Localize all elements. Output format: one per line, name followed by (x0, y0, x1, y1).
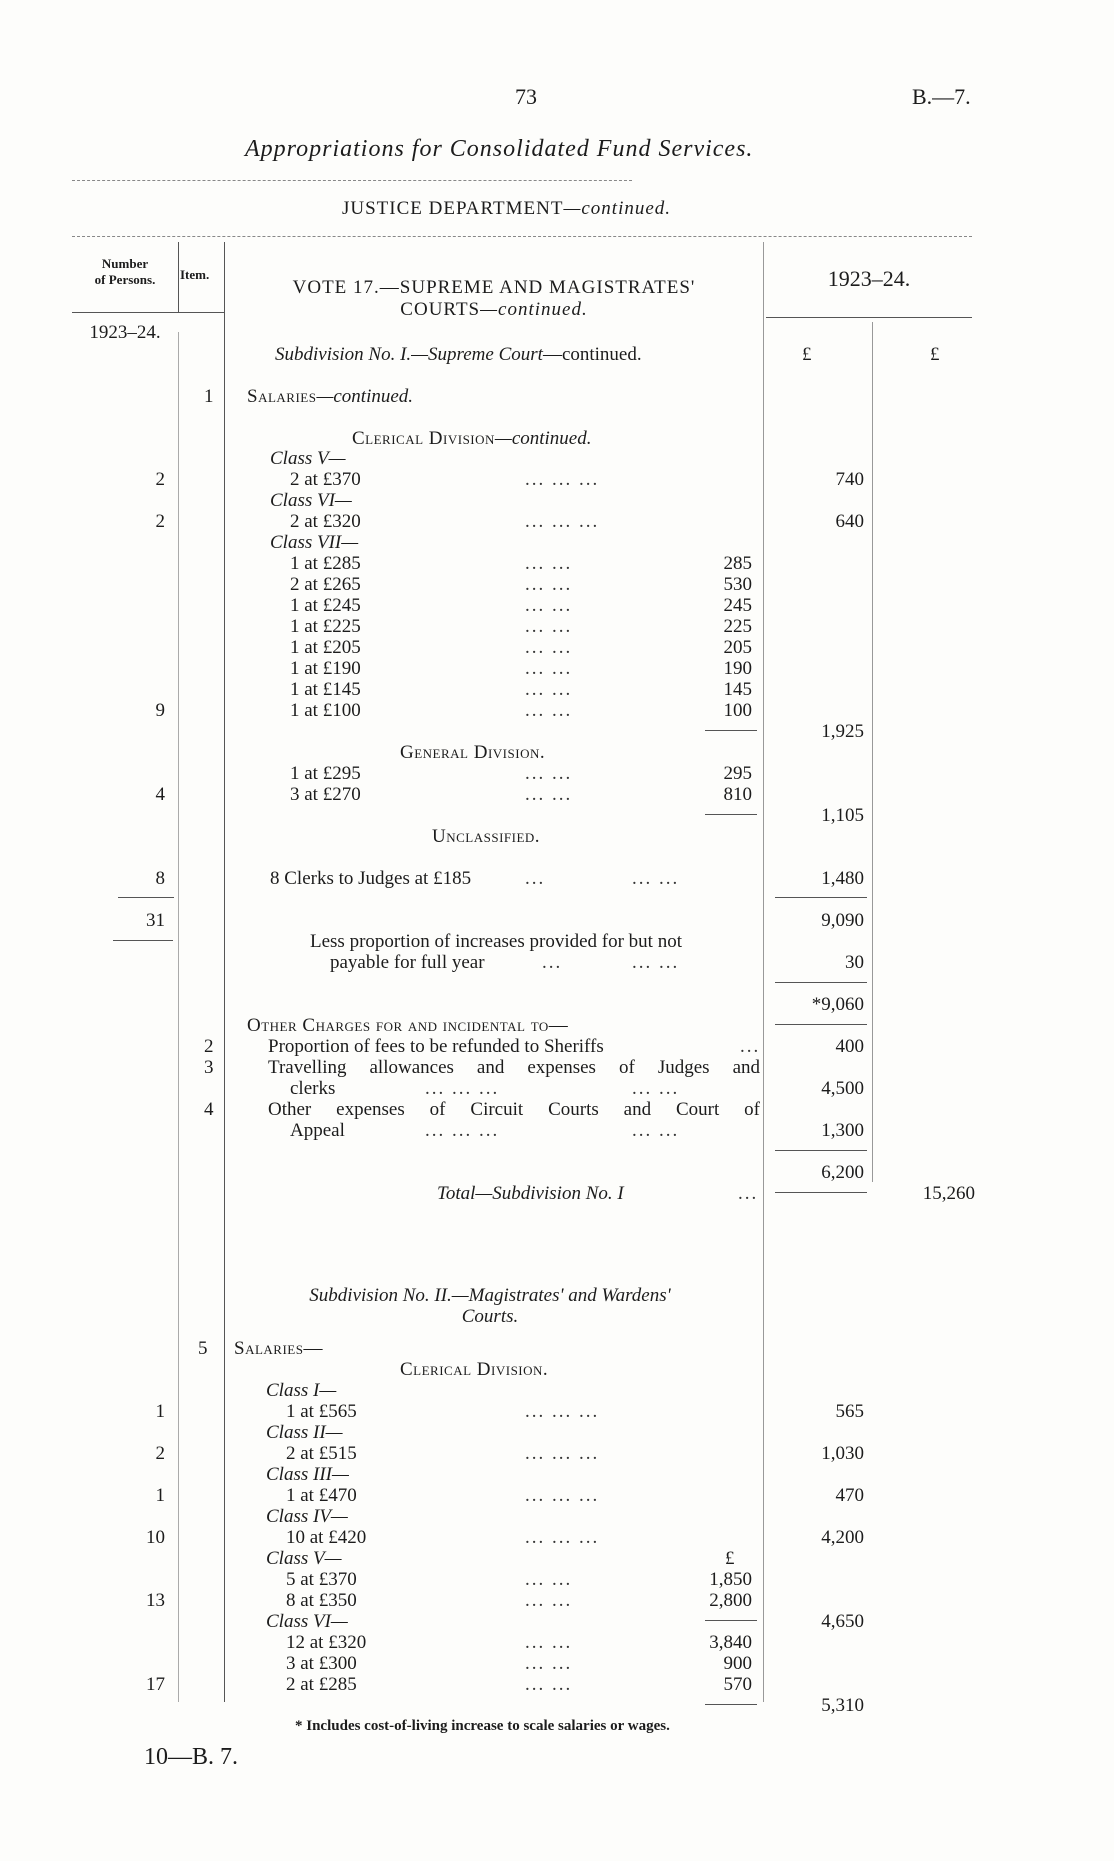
amount: 470 (835, 1485, 864, 1506)
amount: 245 (723, 595, 752, 616)
salary-line: 2 at £515 (286, 1443, 357, 1464)
class-label: Class IV— (266, 1506, 348, 1527)
footnote: * Includes cost-of-living increase to scale salaries or wages. (295, 1718, 670, 1734)
amount: 1,850 (709, 1569, 752, 1590)
rule (224, 242, 225, 1702)
salaries-heading: Salaries—continued. (247, 386, 414, 407)
item-number: 1 (204, 386, 214, 407)
subdivision-1-heading: Subdivision No. I.—Supreme Court—continued. (275, 344, 642, 365)
leader-dots: ... ... (525, 616, 573, 637)
leader-dots: ... ... (525, 1632, 573, 1653)
leader-dots: ... ... (525, 763, 573, 784)
class-label: Class V— (270, 448, 346, 469)
year-header: 1923–24. (827, 266, 911, 291)
pound-col-2: £ (930, 344, 940, 365)
less-proportion-text: Less proportion of increases provided for but not (310, 931, 682, 952)
rule (763, 242, 764, 1702)
salary-line: 8 at £350 (286, 1590, 357, 1611)
salary-line: 2 at £265 (290, 574, 361, 595)
persons-year: 1923–24. (89, 322, 161, 343)
charge-description: Appeal (290, 1120, 345, 1141)
leader-dots: ... ... ... (525, 511, 600, 532)
leader-dots: ... ... ... (525, 1527, 600, 1548)
amount: 285 (723, 553, 752, 574)
leader-dots: ... ... (525, 1674, 573, 1695)
amount: 810 (723, 784, 752, 805)
general-division-heading: General Division. (400, 742, 546, 763)
amount: 1,105 (821, 805, 864, 826)
leader-dots: ... ... ... (525, 1401, 600, 1422)
amount: 400 (835, 1036, 864, 1057)
amount: *9,060 (811, 994, 864, 1015)
charge-description: Proportion of fees to be refunded to Sheriffs (268, 1036, 604, 1057)
item-number: 2 (204, 1036, 214, 1057)
salaries-heading: Salaries— (234, 1338, 323, 1359)
salary-line: 1 at £100 (290, 700, 361, 721)
rule (775, 1192, 867, 1193)
rule (775, 982, 867, 983)
salary-line: 1 at £245 (290, 595, 361, 616)
rule (113, 940, 173, 941)
rule (705, 814, 757, 815)
salary-line: 1 at £190 (290, 658, 361, 679)
persons-count: 10 (146, 1527, 165, 1548)
persons-count: 1 (155, 1485, 165, 1506)
rule (118, 897, 174, 898)
persons-count: 2 (155, 469, 165, 490)
amount: 30 (845, 952, 864, 973)
charge-description: clerks (290, 1078, 336, 1099)
vote-title: VOTE 17.—SUPREME AND MAGISTRATES' COURTS—continued. (292, 277, 696, 320)
rule (178, 242, 179, 312)
item-number: 4 (204, 1099, 214, 1120)
subdivision-2-heading: Subdivision No. II.—Magistrates' and Wardens' Courts. (309, 1285, 671, 1327)
amount: 205 (723, 637, 752, 658)
amount: 1,030 (821, 1443, 864, 1464)
leader-dots: ... ... (525, 658, 573, 679)
salary-line: 1 at £470 (286, 1485, 357, 1506)
persons-count: 1 (155, 1401, 165, 1422)
amount: 4,500 (821, 1078, 864, 1099)
leader-dots: ... ... ... (425, 1078, 500, 1099)
persons-header: Number of Persons. (94, 256, 156, 287)
amount: 1,300 (821, 1120, 864, 1141)
item-header: Item. (180, 267, 210, 282)
salary-line: 3 at £300 (286, 1653, 357, 1674)
persons-count: 17 (146, 1674, 165, 1695)
leader-dots: ... ... (525, 679, 573, 700)
rule (178, 312, 224, 313)
rule (705, 1620, 757, 1621)
less-proportion-text: payable for full year (330, 952, 485, 973)
class-label: Class VI— (270, 490, 352, 511)
persons-count: 9 (155, 700, 165, 721)
amount: 9,090 (821, 910, 864, 931)
leader-dots: ... ... (525, 1590, 573, 1611)
amount: 6,200 (821, 1162, 864, 1183)
unclassified-heading: Unclassified. (432, 826, 541, 847)
item-number: 5 (198, 1338, 208, 1359)
leader-dots: ... ... (525, 784, 573, 805)
leader-dots: ... ... (525, 637, 573, 658)
page-title: Appropriations for Consolidated Fund Services. (245, 136, 754, 162)
class-label: Class III— (266, 1464, 349, 1485)
amount: 530 (723, 574, 752, 595)
salary-line: 12 at £320 (286, 1632, 367, 1653)
amount: 2,800 (709, 1590, 752, 1611)
clerical-division-heading: Clerical Division—continued. (352, 428, 592, 449)
subdivision-1-total: 15,260 (922, 1183, 975, 1204)
persons-count: 8 (155, 868, 165, 889)
rule (872, 322, 873, 1182)
salary-line: 2 at £320 (290, 511, 361, 532)
leader-dots: ... (740, 1036, 761, 1057)
persons-total: 31 (146, 910, 165, 931)
leader-dots: ... ... (525, 574, 573, 595)
leader-dots: ... (542, 952, 563, 973)
charge-description: Other expenses of Circuit Courts and Court of (268, 1099, 760, 1120)
leader-dots: ... ... (525, 1569, 573, 1590)
leader-dots: ... ... (525, 553, 573, 574)
salary-line: 1 at £565 (286, 1401, 357, 1422)
amount: 640 (835, 511, 864, 532)
rule (775, 897, 867, 898)
amount: 225 (723, 616, 752, 637)
persons-count: 4 (155, 784, 165, 805)
leader-dots: ... ... (632, 952, 680, 973)
leader-dots: ... ... ... (525, 1485, 600, 1506)
other-charges-heading: Other Charges for and incidental to— (247, 1015, 569, 1036)
amount: 1,925 (821, 721, 864, 742)
amount: 570 (723, 1674, 752, 1695)
persons-count: 2 (155, 511, 165, 532)
clerical-division-heading: Clerical Division. (400, 1359, 549, 1380)
salary-line: 1 at £225 (290, 616, 361, 637)
rule (178, 332, 179, 1702)
amount: 565 (835, 1401, 864, 1422)
class-label: Class VI— (266, 1611, 348, 1632)
rule (72, 236, 972, 237)
leader-dots: ... ... (525, 1653, 573, 1674)
amount: 1,480 (821, 868, 864, 889)
rule (775, 1150, 867, 1151)
leader-dots: ... ... ... (425, 1120, 500, 1141)
class-label: Class VII— (270, 532, 359, 553)
rule (72, 312, 179, 313)
leader-dots: ... ... (632, 1078, 680, 1099)
amount: 4,200 (821, 1527, 864, 1548)
amount: 145 (723, 679, 752, 700)
document-ref: B.—7. (912, 84, 971, 109)
class-label: Class I— (266, 1380, 337, 1401)
leader-dots: ... ... (525, 595, 573, 616)
class-label: Class II— (266, 1422, 343, 1443)
leader-dots: ... ... (525, 700, 573, 721)
page-number: 73 (515, 84, 537, 109)
salary-line: 8 Clerks to Judges at £185 (270, 868, 472, 889)
salary-line: 2 at £370 (290, 469, 361, 490)
charge-description: Travelling allowances and expenses of Judges and (268, 1057, 760, 1078)
rule (766, 317, 972, 318)
rule (705, 1704, 757, 1705)
department-heading: JUSTICE DEPARTMENT—continued. (342, 198, 672, 219)
footer-ref: 10—B. 7. (144, 1744, 239, 1770)
leader-dots: ... (525, 868, 546, 889)
item-number: 3 (204, 1057, 214, 1078)
leader-dots: ... ... (632, 1120, 680, 1141)
amount: 5,310 (821, 1695, 864, 1716)
amount: 4,650 (821, 1611, 864, 1632)
leader-dots: ... ... (632, 868, 680, 889)
salary-line: 5 at £370 (286, 1569, 357, 1590)
amount: 900 (723, 1653, 752, 1674)
class-label: Class V— (266, 1548, 342, 1569)
salary-line: 10 at £420 (286, 1527, 367, 1548)
salary-line: 1 at £205 (290, 637, 361, 658)
persons-count: 2 (155, 1443, 165, 1464)
amount: 190 (723, 658, 752, 679)
pound-sign: £ (725, 1548, 735, 1569)
rule (705, 730, 757, 731)
pound-col-1: £ (802, 344, 812, 365)
rule (775, 1024, 867, 1025)
salary-line: 2 at £285 (286, 1674, 357, 1695)
subdivision-1-total-label: Total—Subdivision No. I (437, 1183, 624, 1204)
salary-line: 3 at £270 (290, 784, 361, 805)
amount: 740 (835, 469, 864, 490)
salary-line: 1 at £295 (290, 763, 361, 784)
leader-dots: ... ... ... (525, 1443, 600, 1464)
amount: 3,840 (709, 1632, 752, 1653)
leader-dots: ... (738, 1183, 759, 1204)
persons-count: 13 (146, 1590, 165, 1611)
salary-line: 1 at £285 (290, 553, 361, 574)
leader-dots: ... ... ... (525, 469, 600, 490)
amount: 100 (723, 700, 752, 721)
rule (72, 180, 632, 181)
salary-line: 1 at £145 (290, 679, 361, 700)
amount: 295 (723, 763, 752, 784)
